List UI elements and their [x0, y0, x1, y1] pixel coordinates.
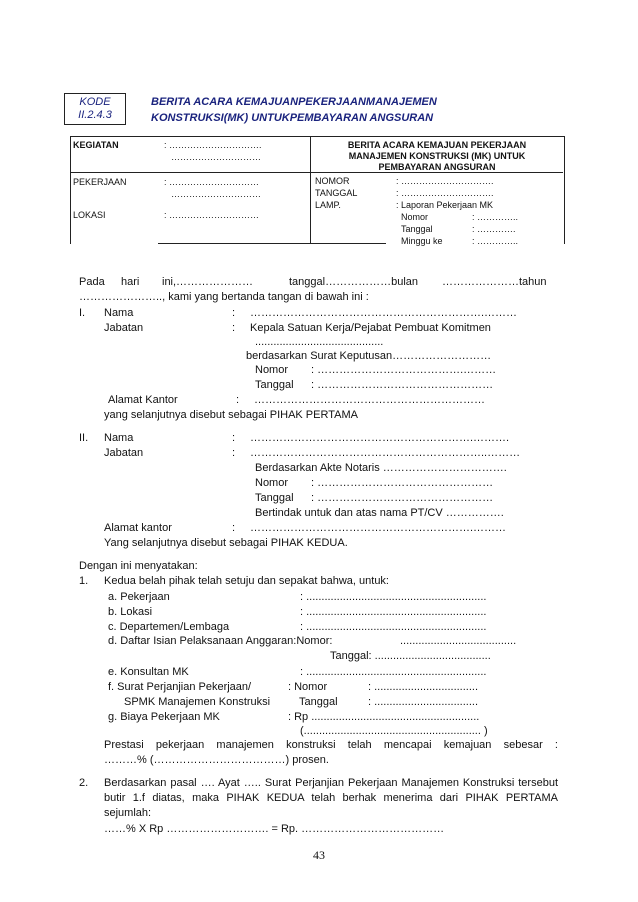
item2-calculation: ……% X Rp ………………………. = Rp. …………………………………	[104, 823, 445, 835]
tanggal-label: TANGGAL	[315, 188, 358, 198]
party2-selanjutnya: Yang selanjutnya disebut sebagai PIHAK KEDUA.	[104, 537, 348, 549]
party2-tanggal-label: Tanggal	[255, 492, 294, 504]
party2-bertindak: Bertindak untuk dan atas nama PT/CV …………….	[255, 507, 504, 519]
party2-nama-label: Nama	[104, 432, 134, 444]
sub-tanggal-dots: : ………….	[472, 224, 516, 234]
party1-tanggal-label: Tanggal	[255, 379, 294, 391]
item-a-label: a. Pekerjaan	[108, 591, 170, 603]
page-number: 43	[313, 848, 325, 862]
party2-alamat-label: Alamat kantor	[104, 522, 172, 534]
box-title-3: PEMBAYARAN ANGSURAN	[378, 162, 496, 172]
intro-word-hari: hari	[121, 276, 140, 288]
sub-nomor-dots: : …………..	[472, 212, 519, 222]
header-divider-vertical	[310, 136, 311, 243]
intro-word-pada: Pada	[79, 276, 105, 288]
party1-jabatan-dots: ..........................................	[255, 336, 384, 348]
kegiatan-dots-2: …………………………	[171, 152, 261, 162]
party2-nomor-dots: : …………………………………………	[311, 477, 494, 489]
item-g-rp: : Rp .......................................................	[288, 711, 480, 723]
party1-alamat-label: Alamat Kantor	[108, 394, 178, 406]
party1-jabatan-colon: :	[232, 322, 236, 334]
kode-value: II.2.4.3	[78, 109, 112, 121]
intro-word-tahun: …………………tahun	[442, 276, 547, 288]
item1-text: Kedua belah pihak telah setuju dan sepakat bahwa, untuk:	[104, 575, 389, 587]
item-d-dots: ......................................	[400, 635, 517, 647]
prestasi-line-1	[104, 738, 558, 752]
item-f-label: f. Surat Perjanjian Pekerjaan/	[108, 681, 252, 693]
party1-tanggal-dots: : …………………………………………	[311, 379, 494, 391]
party2-jabatan-label: Jabatan	[104, 447, 144, 459]
party2-nomor-label: Nomor	[255, 477, 289, 489]
statement-intro: Dengan ini menyatakan:	[79, 560, 198, 572]
sub-nomor-label: Nomor	[401, 212, 429, 222]
item-a-dots: : ...........................................................	[300, 591, 487, 603]
party1-jabatan-value: Kepala Satuan Kerja/Pejabat Pembuat Komitmen	[250, 322, 491, 334]
item-f-tanggal-dots: : ..................................	[368, 696, 479, 708]
party2-jabatan-dots: ………………………………………………………..………	[250, 447, 521, 459]
party1-number: I.	[79, 307, 86, 319]
item-b-dots: : ...........................................................	[300, 606, 487, 618]
sub-minggu-label: Minggu ke	[401, 236, 443, 246]
item1-number: 1.	[79, 575, 89, 587]
party1-nomor-dots: : ………………………………….………	[311, 364, 497, 376]
box-title-2: MANAJEMEN KONSTRUKSI (MK) UNTUK	[348, 151, 526, 161]
pekerjaan-dots: : …………………………	[164, 177, 260, 187]
intro-line-2: ………………….., kami yang bertanda tangan di bawah ini :	[79, 291, 369, 303]
party1-selanjutnya: yang selanjutnya disebut sebagai PIHAK PERTAMA	[104, 409, 358, 421]
party2-tanggal-dots: : …………………………………………	[311, 492, 494, 504]
doc-title-line2: KONSTRUKSI(MK) UNTUKPEMBAYARAN ANGSURAN	[151, 112, 434, 124]
lamp-value: : Laporan Pekerjaan MK	[396, 200, 494, 210]
pekerjaan-label: PEKERJAAN	[73, 177, 127, 187]
tanggal-dots: : ………………………….	[396, 188, 494, 198]
item-f-nomor: : Nomor	[288, 681, 328, 693]
party2-number: II.	[79, 432, 89, 444]
item-f-label-2: SPMK Manajemen Konstruksi	[124, 696, 271, 708]
party1-nama-label: Nama	[104, 307, 134, 319]
item-g-paren: (.......................................................... )	[300, 725, 488, 737]
item-b-label: b. Lokasi	[108, 606, 153, 618]
kode-label: KODE	[79, 96, 111, 108]
party1-jabatan-label: Jabatan	[104, 322, 144, 334]
box-title-1: BERITA ACARA KEMAJUAN PEKERJAAN	[347, 140, 527, 150]
lamp-label: LAMP.	[315, 200, 341, 210]
item-c-dots: : ...........................................................	[300, 621, 487, 633]
sub-tanggal-label: Tanggal	[401, 224, 433, 234]
party1-nomor-label: Nomor	[255, 364, 289, 376]
nomor-label: NOMOR	[315, 176, 350, 186]
item-e-dots: : ...........................................................	[300, 666, 487, 678]
lokasi-label: LOKASI	[73, 210, 106, 220]
item-g-label: g. Biaya Pekerjaan MK	[108, 711, 220, 723]
party2-jabatan-colon: :	[232, 447, 236, 459]
pekerjaan-dots-2: …………………………	[171, 189, 261, 199]
item-d-tanggal: Tanggal: ......................................	[330, 650, 491, 662]
party2-alamat-dots: …………………………………………………….………	[250, 522, 507, 534]
sub-minggu-dots: : …………..	[472, 236, 519, 246]
intro-word-tanggal: tanggal………………bulan	[289, 276, 419, 288]
party2-akte-notaris: Berdasarkan Akte Notaris …………………………….	[255, 462, 507, 474]
kode-box	[64, 93, 126, 125]
party2-nama-colon: :	[232, 432, 236, 444]
nomor-dots: : ………………………….	[396, 176, 494, 186]
prestasi-line-2: ………% (………………………………) prosen.	[104, 754, 329, 766]
party1-alamat-dots: ………………………………………………………	[254, 394, 485, 406]
intro-word-ini: ini,…………………	[162, 276, 254, 288]
item-f-nomor-dots: : ..................................	[368, 681, 479, 693]
header-bottom-line	[158, 243, 386, 244]
kegiatan-dots: : ………………………….	[164, 140, 262, 150]
party1-alamat-colon: :	[236, 394, 240, 406]
party1-nama-dots: ……………………………………………………….………	[250, 307, 518, 319]
item2-text: Berdasarkan pasal …. Ayat ….. Surat Perjanjian Pekerjaan Manajemen Konstruksi tersebut butir 1.f diatas, maka PIHAK KEDUA telah berhak menerima dari PIHAK PERTAMA sejumlah:	[104, 777, 558, 819]
party2-alamat-colon: :	[232, 522, 236, 534]
party2-nama-dots: …………………………………………………….……….	[250, 432, 510, 444]
item-c-label: c. Departemen/Lembaga	[108, 621, 230, 633]
doc-title-line1: BERITA ACARA KEMAJUANPEKERJAANMANAJEMEN	[151, 96, 437, 108]
party1-surat-keputusan: berdasarkan Surat Keputusan………………………	[246, 350, 492, 362]
item-f-tanggal: Tanggal	[299, 696, 338, 708]
item-d-label: d. Daftar Isian Pelaksanaan Anggaran:Nomor:	[108, 635, 333, 647]
party1-nama-colon: :	[232, 307, 236, 319]
prestasi-text: Prestasi pekerjaan manajemen konstruksi telah mencapai kemajuan sebesar :	[104, 739, 558, 751]
lokasi-dots: : …………………………	[164, 210, 260, 220]
item-e-label: e. Konsultan MK	[108, 666, 189, 678]
kegiatan-label: KEGIATAN	[73, 140, 119, 150]
item2-number: 2.	[79, 777, 89, 789]
